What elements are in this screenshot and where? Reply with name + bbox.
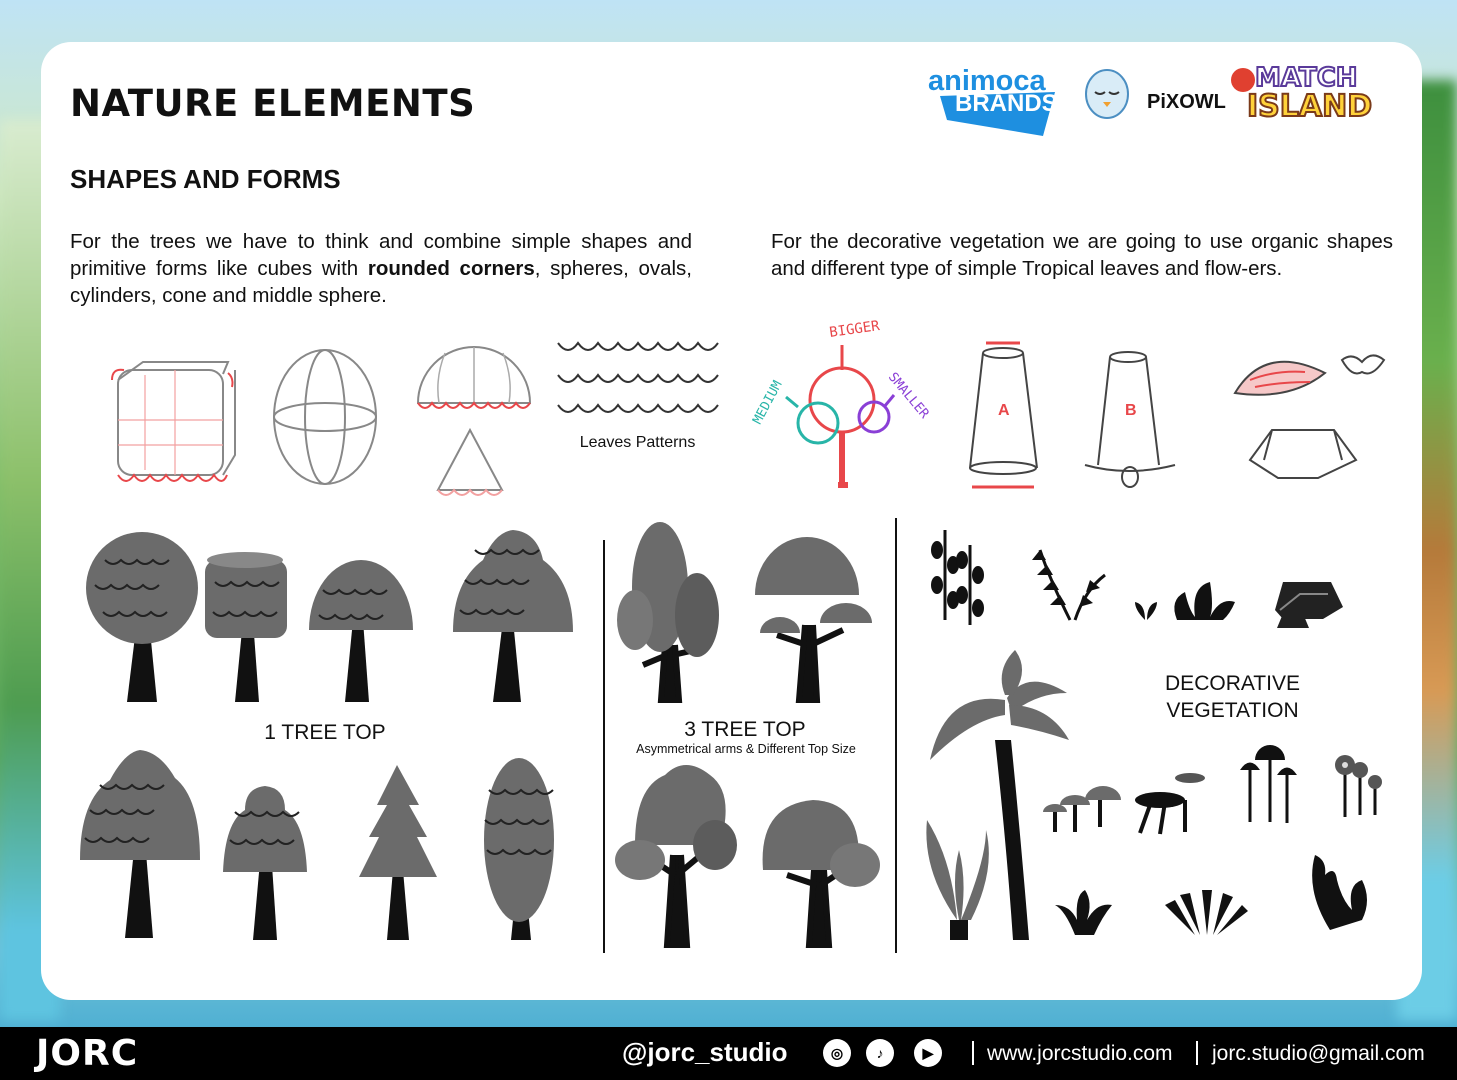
rock-sketch	[1250, 430, 1356, 478]
rounded-cube-sketch	[112, 362, 235, 481]
daisy-flowers	[1335, 755, 1382, 817]
tall-leaf-plant	[926, 820, 988, 940]
primitive-shapes-sketches	[100, 325, 740, 505]
bush-plant	[1174, 582, 1235, 620]
youtube-icon[interactable]: ▶	[914, 1039, 942, 1067]
one-tree-top-label: 1 TREE TOP	[264, 721, 386, 744]
decorative-label-line2: VEGETATION	[1166, 699, 1299, 722]
brands-logo-text: BRANDS	[955, 90, 1058, 117]
tree-size-sketch	[750, 318, 931, 485]
fan-plant	[1165, 890, 1248, 935]
section-divider-1	[603, 540, 605, 953]
leaves-pattern-sketch	[558, 343, 718, 412]
sprig-plants	[931, 530, 984, 625]
umbrella-cluster-tree	[755, 537, 872, 700]
fern-plant	[1032, 550, 1105, 620]
stacked-tree	[223, 786, 307, 940]
three-tree-top-sublabel: Asymmetrical arms & Different Top Size	[636, 742, 856, 756]
trees-description-bold: rounded corners	[367, 257, 535, 280]
tall-cluster-tree	[617, 522, 719, 700]
match-island-logo	[1231, 63, 1372, 124]
footer-separator	[972, 1041, 974, 1065]
rocks	[1275, 582, 1343, 628]
three-tree-top-label: 3 TREE TOP	[684, 718, 806, 741]
match-logo-text: MATCH	[1255, 63, 1358, 93]
pixowl-logo-text: PiXOWL	[1147, 91, 1226, 113]
footer-bar	[0, 1027, 1457, 1080]
owl-logo-icon	[1086, 70, 1128, 118]
medium-label: MEDIUM	[750, 378, 786, 427]
email-link[interactable]: jorc.studio@gmail.com	[1212, 1042, 1425, 1065]
leaf-sketch	[1235, 355, 1384, 394]
tiktok-icon[interactable]: ♪	[866, 1039, 894, 1067]
layered-tree	[80, 750, 200, 938]
website-link[interactable]: www.jorcstudio.com	[987, 1042, 1173, 1065]
oval-tree	[484, 758, 554, 940]
cylinder-b-label: B	[1125, 402, 1137, 419]
square-tree	[205, 552, 287, 702]
decorative-vegetation-illustrations	[915, 520, 1405, 950]
bell-tree	[453, 530, 573, 702]
cone-sketch	[438, 430, 502, 495]
jorc-logo: JORC	[36, 1033, 139, 1074]
trees-description	[70, 228, 692, 309]
sphere-sketch	[274, 350, 376, 484]
trees-description-text: For the trees we have to think and combine simple shapes and primitive forms like cubes with	[70, 230, 692, 280]
partner-logos	[925, 58, 1385, 128]
decorative-label-line1: DECORATIVE	[1165, 672, 1300, 695]
wide-cluster-tree	[763, 800, 880, 945]
vegetation-sketches	[750, 315, 1400, 500]
leaves-patterns-label: Leaves Patterns	[579, 434, 696, 451]
page-subtitle: SHAPES AND FORMS	[70, 164, 341, 194]
section-divider-2	[895, 518, 897, 953]
pine-tree	[359, 765, 437, 940]
half-sphere-sketch	[418, 347, 530, 408]
broad-cluster-tree	[615, 765, 737, 945]
decorative-vegetation-label	[1150, 670, 1315, 724]
social-handle[interactable]: @jorc_studio	[622, 1037, 788, 1067]
cylinder-a-label: A	[998, 402, 1010, 419]
animoca-logo-text: animoca	[928, 65, 1046, 97]
coral-plant	[1312, 855, 1367, 930]
bigger-label: BIGGER	[828, 318, 881, 341]
spiky-bush	[1055, 890, 1112, 935]
mushrooms	[1043, 773, 1205, 834]
cylinder-b-sketch	[1085, 352, 1175, 487]
dome-tree	[309, 560, 413, 702]
cylinder-a-sketch	[970, 343, 1037, 487]
trees-description-end: , spheres, ovals, cylinders, cone and middle sphere.	[70, 257, 692, 307]
instagram-icon[interactable]: ◎	[823, 1039, 851, 1067]
tulip-flowers	[1240, 745, 1297, 823]
sprout-plant	[1135, 602, 1157, 620]
page-title: NATURE ELEMENTS	[70, 82, 476, 125]
logos-graphic	[925, 58, 1385, 128]
smaller-label: SMALLER	[884, 369, 932, 422]
footer-separator	[1196, 1041, 1198, 1065]
vegetation-description: For the decorative vegetation we are going to use organic shapes and different type of simple Tropical leaves and flow-ers.	[771, 230, 1393, 280]
round-tree	[86, 532, 198, 702]
island-logo-text: ISLAND	[1247, 89, 1373, 124]
